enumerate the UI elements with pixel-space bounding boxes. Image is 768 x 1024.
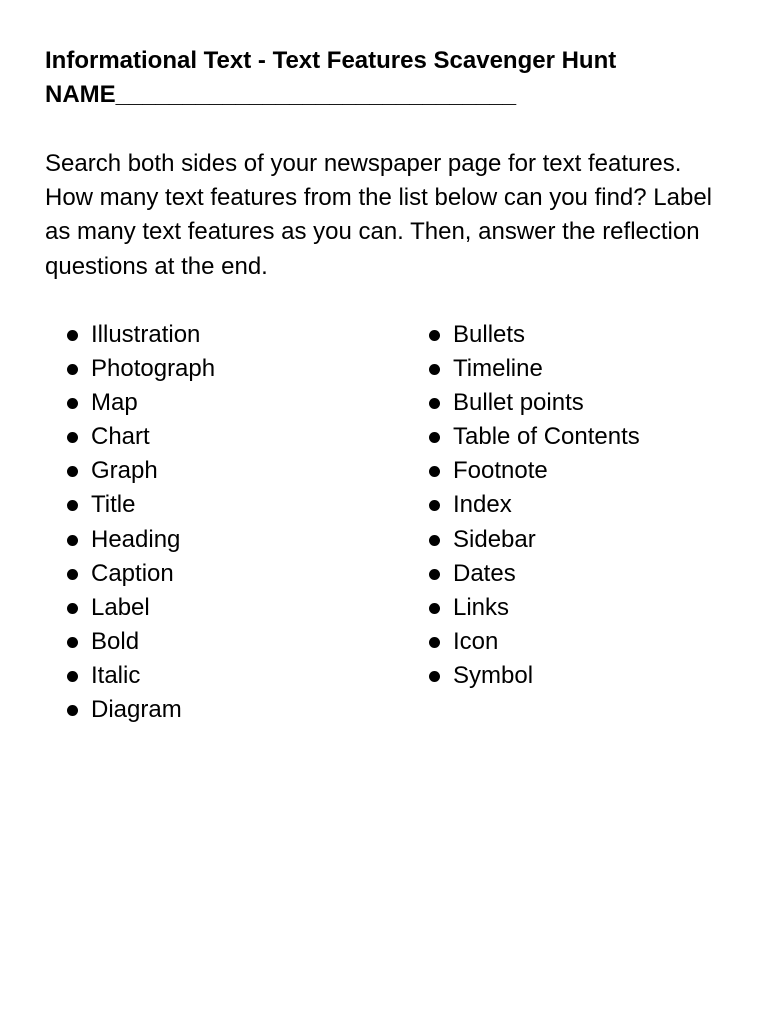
list-item [429, 318, 640, 352]
list-item [429, 523, 640, 557]
bullet-icon [67, 500, 78, 511]
list-item-label: Graph [91, 457, 158, 485]
list-item-label: Links [453, 593, 510, 621]
bullet-icon [67, 432, 78, 443]
bullet-icon [429, 569, 440, 580]
list-item [429, 488, 640, 522]
list-item-label: Symbol [453, 661, 534, 689]
list-item-label: Diagram [91, 696, 182, 724]
bullet-icon [67, 569, 78, 580]
list-item [67, 386, 215, 420]
instructions-paragraph: Search both sides of your newspaper page for text features. How many text features from the list below can you find? Label as many text features as you can. Then, answer the reflection questions at the end. [45, 150, 713, 280]
list-item-label: Timeline [453, 355, 543, 383]
list-item [429, 386, 640, 420]
bullet-icon [429, 637, 440, 648]
bullet-icon [67, 603, 78, 614]
list-item-label: Chart [91, 423, 150, 451]
list-item [67, 352, 215, 386]
list-item [429, 352, 640, 386]
list-item [429, 591, 640, 625]
worksheet-title: Informational Text - Text Features Scavenger Hunt [45, 47, 617, 74]
list-item-label: Heading [91, 525, 181, 553]
list-item-label: Bullets [453, 321, 526, 348]
bullet-icon [429, 364, 440, 375]
list-item-label: Label [91, 593, 150, 621]
list-item-label: Bold [91, 627, 140, 655]
list-item [429, 454, 640, 488]
list-item-label: Dates [453, 559, 516, 587]
list-item-label: Illustration [91, 321, 201, 348]
list-item [67, 454, 215, 488]
list-item [67, 591, 215, 625]
bullet-icon [429, 535, 440, 546]
bullet-icon [67, 535, 78, 546]
list-item [429, 557, 640, 591]
list-item-label: Title [91, 491, 136, 519]
feature-list-left [67, 318, 215, 727]
bullet-icon [67, 637, 78, 648]
bullet-icon [67, 364, 78, 375]
bullet-icon [67, 705, 78, 716]
list-item [429, 625, 640, 659]
list-item [67, 625, 215, 659]
list-item-label: Icon [453, 627, 499, 655]
list-item [67, 488, 215, 522]
list-item [429, 659, 640, 693]
feature-list-right [429, 318, 640, 693]
bullet-icon [67, 671, 78, 682]
list-item [67, 318, 215, 352]
bullet-icon [429, 398, 440, 409]
bullet-icon [429, 603, 440, 614]
bullet-icon [429, 500, 440, 511]
list-item [67, 557, 215, 591]
list-item [67, 659, 215, 693]
list-item [429, 420, 640, 454]
bullet-icon [429, 466, 440, 477]
list-item-label: Bullet points [453, 389, 584, 417]
bullet-icon [67, 330, 78, 341]
list-item [67, 693, 215, 727]
list-item-label: Sidebar [453, 525, 536, 553]
list-item-label: Photograph [91, 355, 216, 383]
list-item-label: Index [453, 491, 512, 519]
bullet-icon [429, 432, 440, 443]
list-item-label: Italic [91, 661, 141, 689]
list-item-label: Footnote [453, 457, 548, 485]
bullet-icon [67, 466, 78, 477]
name-line: NAME______________________________ [45, 81, 517, 108]
list-item [67, 420, 215, 454]
list-item [67, 523, 215, 557]
list-item-label: Map [91, 389, 138, 417]
bullet-icon [429, 671, 440, 682]
bullet-icon [67, 398, 78, 409]
bullet-icon [429, 330, 440, 341]
worksheet-page [45, 44, 735, 724]
list-item-label: Table of Contents [453, 423, 640, 451]
list-item-label: Caption [91, 559, 174, 587]
